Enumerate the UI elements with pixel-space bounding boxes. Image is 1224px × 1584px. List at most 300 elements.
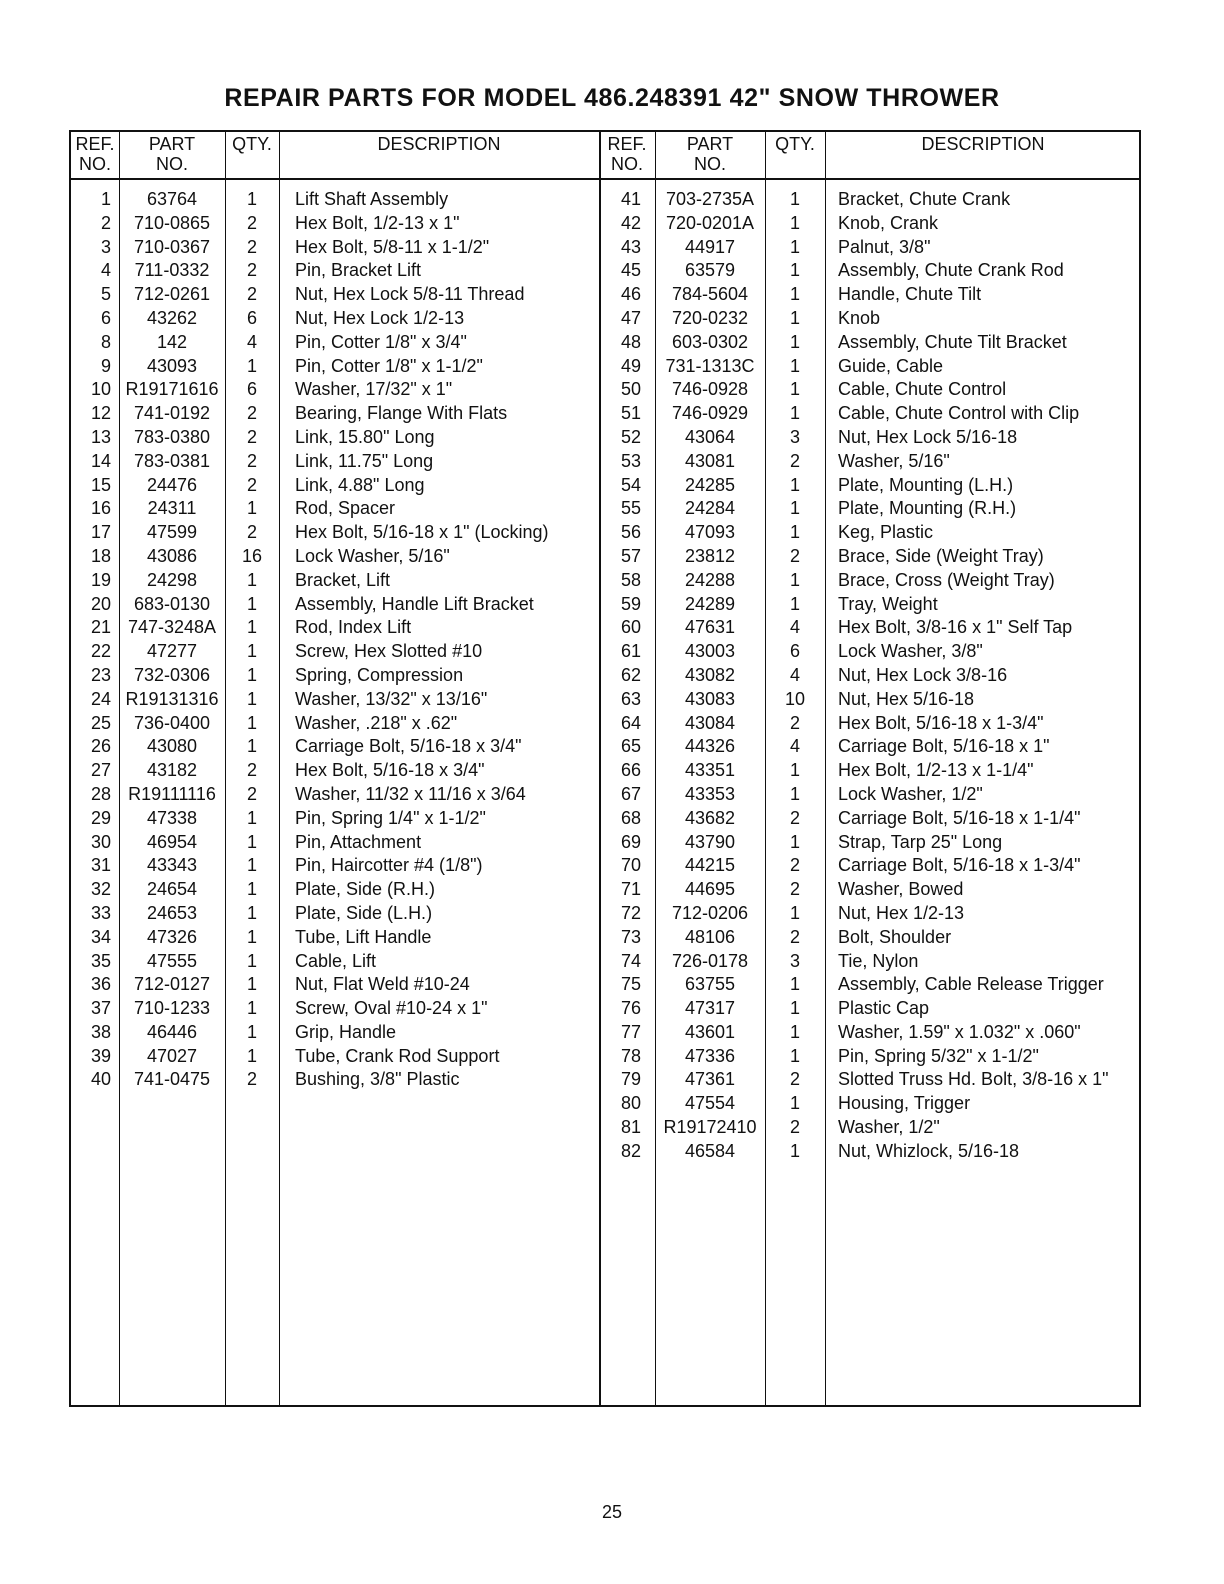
cell-part: 43080 bbox=[146, 736, 198, 757]
cell-ref: 58 bbox=[620, 569, 641, 590]
cell-desc: Grip, Handle bbox=[295, 1021, 397, 1042]
cell-ref: 56 bbox=[620, 522, 641, 543]
cell-part: 44215 bbox=[684, 855, 736, 876]
cell-qty: 1 bbox=[789, 998, 800, 1019]
cell-part: 24311 bbox=[147, 498, 197, 519]
cell-part: 43093 bbox=[146, 355, 198, 376]
cell-qty: 1 bbox=[789, 189, 800, 209]
cell-qty: 1 bbox=[246, 902, 257, 923]
cell-ref: 59 bbox=[620, 593, 641, 614]
cell-qty: 4 bbox=[789, 617, 800, 638]
cell-desc: Pin, Cotter 1/8" x 1-1/2" bbox=[295, 355, 483, 376]
cell-part: 746-0928 bbox=[671, 379, 749, 400]
table-row bbox=[599, 569, 1141, 593]
cell-ref: 19 bbox=[90, 569, 111, 590]
table-row bbox=[599, 973, 1141, 997]
cell-part: 710-0865 bbox=[133, 212, 211, 233]
cell-part: 43064 bbox=[684, 426, 736, 447]
cell-desc: Washer, 1.59" x 1.032" x .060" bbox=[838, 1021, 1081, 1042]
cell-qty: 2 bbox=[789, 879, 800, 900]
cell-qty: 2 bbox=[789, 1069, 800, 1090]
cell-desc: Rod, Index Lift bbox=[295, 617, 412, 638]
cell-desc: Washer, Bowed bbox=[838, 879, 964, 900]
cell-desc: Assembly, Cable Release Trigger bbox=[838, 974, 1104, 995]
table-row bbox=[71, 188, 599, 212]
table-row bbox=[71, 1068, 599, 1092]
header-part-right: PART NO. bbox=[686, 134, 734, 174]
cell-desc: Pin, Attachment bbox=[295, 831, 422, 852]
cell-ref: 15 bbox=[90, 474, 111, 495]
cell-desc: Housing, Trigger bbox=[838, 1093, 971, 1114]
table-row bbox=[599, 950, 1141, 974]
cell-ref: 18 bbox=[90, 545, 111, 566]
cell-ref: 8 bbox=[100, 331, 111, 352]
cell-part: 44695 bbox=[684, 879, 736, 900]
cell-part: 43351 bbox=[684, 760, 736, 781]
table-row bbox=[599, 735, 1141, 759]
cell-part: 43084 bbox=[684, 712, 736, 733]
cell-desc: Bearing, Flange With Flats bbox=[295, 403, 508, 424]
cell-qty: 2 bbox=[246, 236, 257, 257]
cell-ref: 10 bbox=[90, 379, 111, 400]
cell-part: 732-0306 bbox=[133, 664, 211, 685]
cell-part: 703-2735A bbox=[665, 189, 755, 209]
cell-qty: 1 bbox=[789, 236, 800, 257]
cell-part: 43601 bbox=[684, 1021, 736, 1042]
cell-qty: 2 bbox=[789, 926, 800, 947]
cell-desc: Plate, Mounting (R.H.) bbox=[838, 498, 1017, 519]
cell-desc: Pin, Haircotter #4 (1/8") bbox=[295, 855, 483, 876]
cell-desc: Nut, Flat Weld #10-24 bbox=[295, 974, 470, 995]
cell-part: 710-1233 bbox=[133, 998, 211, 1019]
table-row bbox=[599, 831, 1141, 855]
cell-desc: Pin, Bracket Lift bbox=[295, 260, 422, 281]
cell-ref: 68 bbox=[620, 807, 641, 828]
cell-ref: 75 bbox=[620, 974, 641, 995]
cell-part: 747-3248A bbox=[127, 617, 217, 638]
cell-part: 43682 bbox=[684, 807, 736, 828]
table-row bbox=[599, 854, 1141, 878]
cell-desc: Carriage Bolt, 5/16-18 x 1-3/4" bbox=[838, 855, 1081, 876]
table-row bbox=[599, 1092, 1141, 1116]
cell-ref: 32 bbox=[90, 879, 111, 900]
cell-qty: 1 bbox=[789, 974, 800, 995]
cell-part: R19131316 bbox=[125, 688, 219, 709]
cell-desc: Nut, Hex Lock 5/16-18 bbox=[838, 426, 1018, 447]
table-row bbox=[71, 1045, 599, 1069]
cell-desc: Lock Washer, 5/16" bbox=[295, 545, 450, 566]
table-row bbox=[71, 807, 599, 831]
cell-desc: Tray, Weight bbox=[838, 593, 938, 614]
cell-ref: 43 bbox=[620, 236, 641, 257]
cell-desc: Hex Bolt, 5/16-18 x 3/4" bbox=[295, 760, 485, 781]
cell-ref: 4 bbox=[100, 260, 111, 281]
table-row bbox=[599, 593, 1141, 617]
table-row bbox=[599, 783, 1141, 807]
cell-desc: Cable, Lift bbox=[295, 950, 377, 971]
cell-qty: 1 bbox=[246, 1045, 257, 1066]
cell-desc: Washer, .218" x .62" bbox=[295, 712, 458, 733]
cell-qty: 10 bbox=[784, 688, 806, 709]
cell-ref: 71 bbox=[620, 879, 641, 900]
table-row bbox=[71, 283, 599, 307]
cell-ref: 74 bbox=[620, 950, 641, 971]
cell-part: 43343 bbox=[146, 855, 198, 876]
cell-desc: Tie, Nylon bbox=[838, 950, 919, 971]
cell-ref: 16 bbox=[90, 498, 111, 519]
cell-qty: 1 bbox=[789, 760, 800, 781]
cell-ref: 81 bbox=[620, 1117, 641, 1138]
cell-qty: 1 bbox=[789, 783, 800, 804]
cell-ref: 61 bbox=[620, 641, 641, 662]
cell-desc: Pin, Spring 5/32" x 1-1/2" bbox=[838, 1045, 1039, 1066]
table-row bbox=[599, 355, 1141, 379]
cell-ref: 65 bbox=[620, 736, 641, 757]
cell-desc: Nut, Hex Lock 5/8-11 Thread bbox=[295, 284, 525, 305]
cell-part: 43182 bbox=[146, 760, 198, 781]
cell-ref: 53 bbox=[620, 450, 641, 471]
cell-desc: Rod, Spacer bbox=[295, 498, 396, 519]
cell-part: 784-5604 bbox=[671, 284, 749, 305]
cell-qty: 2 bbox=[246, 212, 257, 233]
cell-part: 712-0261 bbox=[133, 284, 211, 305]
table-row bbox=[71, 545, 599, 569]
cell-desc: Keg, Plastic bbox=[838, 522, 934, 543]
cell-part: 63764 bbox=[146, 189, 198, 209]
cell-ref: 34 bbox=[90, 926, 111, 947]
cell-qty: 1 bbox=[246, 950, 257, 971]
cell-ref: 64 bbox=[620, 712, 641, 733]
table-row bbox=[599, 497, 1141, 521]
cell-ref: 6 bbox=[100, 307, 111, 328]
cell-qty: 1 bbox=[789, 212, 800, 233]
cell-qty: 1 bbox=[789, 284, 800, 305]
cell-ref: 17 bbox=[90, 522, 111, 543]
cell-ref: 29 bbox=[90, 807, 111, 828]
cell-part: 43790 bbox=[684, 831, 736, 852]
cell-desc: Spring, Compression bbox=[295, 664, 464, 685]
table-row bbox=[71, 997, 599, 1021]
cell-part: 47361 bbox=[684, 1069, 736, 1090]
cell-desc: Link, 11.75" Long bbox=[295, 450, 434, 471]
table-row bbox=[71, 902, 599, 926]
table-row bbox=[599, 616, 1141, 640]
cell-ref: 41 bbox=[620, 189, 641, 209]
cell-part: 44917 bbox=[684, 236, 736, 257]
cell-part: 47555 bbox=[146, 950, 198, 971]
cell-ref: 40 bbox=[90, 1069, 111, 1090]
cell-desc: Palnut, 3/8" bbox=[838, 236, 931, 257]
header-divider bbox=[71, 178, 1139, 180]
cell-qty: 2 bbox=[246, 474, 257, 495]
cell-desc: Tube, Lift Handle bbox=[295, 926, 432, 947]
cell-qty: 2 bbox=[246, 1069, 257, 1090]
table-row bbox=[71, 926, 599, 950]
cell-qty: 1 bbox=[789, 593, 800, 614]
cell-ref: 80 bbox=[620, 1093, 641, 1114]
table-row bbox=[599, 878, 1141, 902]
cell-ref: 50 bbox=[620, 379, 641, 400]
cell-ref: 46 bbox=[620, 284, 641, 305]
table-row bbox=[71, 973, 599, 997]
cell-ref: 73 bbox=[620, 926, 641, 947]
table-row bbox=[71, 831, 599, 855]
cell-part: 24654 bbox=[146, 879, 198, 900]
cell-qty: 1 bbox=[789, 403, 800, 424]
left-parts-list bbox=[71, 188, 599, 1092]
cell-qty: 1 bbox=[789, 474, 800, 495]
cell-qty: 2 bbox=[246, 284, 257, 305]
cell-ref: 24 bbox=[90, 688, 111, 709]
cell-qty: 1 bbox=[246, 926, 257, 947]
table-row bbox=[71, 759, 599, 783]
cell-part: 142 bbox=[156, 331, 188, 352]
table-row bbox=[71, 783, 599, 807]
cell-ref: 78 bbox=[620, 1045, 641, 1066]
cell-desc: Assembly, Chute Tilt Bracket bbox=[838, 331, 1067, 352]
table-row bbox=[71, 474, 599, 498]
cell-ref: 63 bbox=[620, 688, 641, 709]
cell-desc: Slotted Truss Hd. Bolt, 3/8-16 x 1" bbox=[838, 1069, 1109, 1090]
cell-ref: 67 bbox=[620, 783, 641, 804]
table-row bbox=[599, 1068, 1141, 1092]
cell-part: 47317 bbox=[684, 998, 736, 1019]
cell-ref: 5 bbox=[100, 284, 111, 305]
cell-qty: 1 bbox=[246, 355, 257, 376]
cell-qty: 2 bbox=[789, 1117, 800, 1138]
cell-qty: 2 bbox=[789, 712, 800, 733]
cell-qty: 1 bbox=[246, 736, 257, 757]
cell-part: 783-0381 bbox=[133, 450, 211, 471]
cell-ref: 28 bbox=[90, 783, 111, 804]
cell-part: 44326 bbox=[684, 736, 736, 757]
cell-part: 46446 bbox=[146, 1021, 198, 1042]
cell-desc: Washer, 13/32" x 13/16" bbox=[295, 688, 488, 709]
cell-ref: 33 bbox=[90, 902, 111, 923]
table-row bbox=[599, 236, 1141, 260]
table-row bbox=[71, 1021, 599, 1045]
table-row bbox=[599, 545, 1141, 569]
table-row bbox=[71, 569, 599, 593]
cell-ref: 47 bbox=[620, 307, 641, 328]
cell-qty: 2 bbox=[789, 450, 800, 471]
cell-qty: 1 bbox=[246, 998, 257, 1019]
cell-desc: Nut, Hex 1/2-13 bbox=[838, 902, 965, 923]
cell-ref: 49 bbox=[620, 355, 641, 376]
cell-ref: 38 bbox=[90, 1021, 111, 1042]
table-row bbox=[71, 355, 599, 379]
cell-desc: Assembly, Chute Crank Rod bbox=[838, 260, 1064, 281]
cell-qty: 1 bbox=[246, 617, 257, 638]
cell-part: 46954 bbox=[146, 831, 198, 852]
table-row bbox=[599, 926, 1141, 950]
cell-part: 24285 bbox=[684, 474, 736, 495]
cell-qty: 2 bbox=[246, 783, 257, 804]
cell-part: 24476 bbox=[146, 474, 198, 495]
table-row bbox=[71, 593, 599, 617]
cell-ref: 1 bbox=[100, 189, 111, 209]
cell-ref: 21 bbox=[90, 617, 111, 638]
cell-part: 720-0232 bbox=[671, 307, 749, 328]
table-row bbox=[71, 212, 599, 236]
table-row bbox=[71, 854, 599, 878]
cell-ref: 70 bbox=[620, 855, 641, 876]
table-row bbox=[599, 807, 1141, 831]
right-parts-list bbox=[599, 188, 1141, 1164]
cell-part: 47554 bbox=[684, 1093, 736, 1114]
cell-ref: 51 bbox=[620, 403, 641, 424]
table-row bbox=[599, 259, 1141, 283]
cell-ref: 31 bbox=[90, 855, 111, 876]
cell-part: 24288 bbox=[684, 569, 736, 590]
cell-part: R19171616 bbox=[125, 379, 219, 400]
cell-part: 46584 bbox=[684, 1140, 736, 1161]
cell-desc: Hex Bolt, 1/2-13 x 1" bbox=[295, 212, 460, 233]
cell-ref: 25 bbox=[90, 712, 111, 733]
cell-ref: 14 bbox=[90, 450, 111, 471]
cell-ref: 57 bbox=[620, 545, 641, 566]
table-row bbox=[71, 426, 599, 450]
cell-ref: 2 bbox=[100, 212, 111, 233]
table-row bbox=[71, 616, 599, 640]
cell-desc: Pin, Spring 1/4" x 1-1/2" bbox=[295, 807, 486, 828]
cell-part: 24284 bbox=[684, 498, 736, 519]
cell-qty: 1 bbox=[246, 831, 257, 852]
cell-desc: Knob, Crank bbox=[838, 212, 939, 233]
cell-part: 741-0475 bbox=[133, 1069, 211, 1090]
cell-qty: 1 bbox=[246, 807, 257, 828]
header-qty-right: QTY. bbox=[775, 134, 815, 154]
cell-qty: 1 bbox=[789, 902, 800, 923]
table-row bbox=[71, 307, 599, 331]
cell-qty: 1 bbox=[246, 1021, 257, 1042]
cell-qty: 4 bbox=[246, 331, 257, 352]
cell-desc: Brace, Cross (Weight Tray) bbox=[838, 569, 1055, 590]
page-number: 25 bbox=[601, 1502, 623, 1522]
cell-part: 47336 bbox=[684, 1045, 736, 1066]
cell-desc: Knob bbox=[838, 307, 881, 328]
cell-ref: 30 bbox=[90, 831, 111, 852]
cell-part: 711-0332 bbox=[134, 260, 210, 281]
cell-part: 43262 bbox=[146, 307, 198, 328]
table-row bbox=[71, 640, 599, 664]
cell-qty: 2 bbox=[246, 760, 257, 781]
table-row bbox=[71, 878, 599, 902]
cell-qty: 2 bbox=[246, 403, 257, 424]
table-row bbox=[599, 402, 1141, 426]
table-row bbox=[71, 259, 599, 283]
table-row bbox=[71, 664, 599, 688]
cell-desc: Carriage Bolt, 5/16-18 x 3/4" bbox=[295, 736, 522, 757]
header-desc-left: DESCRIPTION bbox=[377, 134, 501, 154]
cell-ref: 12 bbox=[90, 403, 111, 424]
cell-part: 43003 bbox=[684, 641, 736, 662]
table-row bbox=[71, 378, 599, 402]
table-row bbox=[599, 188, 1141, 212]
cell-part: 24653 bbox=[146, 902, 198, 923]
cell-desc: Cable, Chute Control bbox=[838, 379, 1007, 400]
header-ref-right: REF. NO. bbox=[607, 134, 647, 174]
cell-part: 43353 bbox=[684, 783, 736, 804]
cell-part: 63755 bbox=[684, 974, 736, 995]
cell-qty: 6 bbox=[246, 307, 257, 328]
cell-desc: Bushing, 3/8" Plastic bbox=[295, 1069, 460, 1090]
table-row bbox=[71, 497, 599, 521]
cell-qty: 1 bbox=[246, 498, 257, 519]
cell-desc: Carriage Bolt, 5/16-18 x 1" bbox=[838, 736, 1050, 757]
cell-ref: 22 bbox=[90, 641, 111, 662]
cell-part: 683-0130 bbox=[133, 593, 211, 614]
cell-ref: 39 bbox=[90, 1045, 111, 1066]
cell-desc: Link, 4.88" Long bbox=[295, 474, 425, 495]
table-row bbox=[71, 331, 599, 355]
cell-qty: 3 bbox=[789, 950, 800, 971]
cell-desc: Nut, Whizlock, 5/16-18 bbox=[838, 1140, 1020, 1161]
table-row bbox=[599, 664, 1141, 688]
cell-qty: 1 bbox=[789, 1021, 800, 1042]
cell-ref: 42 bbox=[620, 212, 641, 233]
cell-part: 710-0367 bbox=[133, 236, 211, 257]
cell-desc: Washer, 17/32" x 1" bbox=[295, 379, 453, 400]
cell-qty: 2 bbox=[246, 260, 257, 281]
cell-desc: Screw, Hex Slotted #10 bbox=[295, 641, 483, 662]
cell-qty: 1 bbox=[246, 569, 257, 590]
cell-ref: 45 bbox=[620, 260, 641, 281]
cell-desc: Lock Washer, 3/8" bbox=[838, 641, 983, 662]
cell-qty: 2 bbox=[789, 807, 800, 828]
cell-qty: 4 bbox=[789, 664, 800, 685]
cell-ref: 23 bbox=[90, 664, 111, 685]
table-row bbox=[71, 712, 599, 736]
cell-part: 47338 bbox=[146, 807, 198, 828]
cell-part: 720-0201A bbox=[665, 212, 755, 233]
cell-part: 48106 bbox=[684, 926, 736, 947]
cell-qty: 6 bbox=[789, 641, 800, 662]
table-row bbox=[71, 688, 599, 712]
cell-desc: Brace, Side (Weight Tray) bbox=[838, 545, 1044, 566]
cell-part: 63579 bbox=[684, 260, 736, 281]
cell-ref: 82 bbox=[620, 1140, 641, 1161]
cell-qty: 3 bbox=[789, 426, 800, 447]
cell-desc: Handle, Chute Tilt bbox=[838, 284, 982, 305]
cell-desc: Strap, Tarp 25" Long bbox=[838, 831, 1003, 852]
cell-desc: Hex Bolt, 5/8-11 x 1-1/2" bbox=[295, 236, 490, 257]
cell-desc: Hex Bolt, 3/8-16 x 1" Self Tap bbox=[838, 617, 1073, 638]
cell-qty: 1 bbox=[246, 641, 257, 662]
cell-part: 47631 bbox=[684, 617, 736, 638]
cell-part: 23812 bbox=[684, 545, 736, 566]
cell-qty: 1 bbox=[246, 664, 257, 685]
cell-ref: 36 bbox=[90, 974, 111, 995]
cell-qty: 1 bbox=[246, 189, 257, 209]
table-row bbox=[599, 283, 1141, 307]
table-row bbox=[599, 474, 1141, 498]
cell-desc: Guide, Cable bbox=[838, 355, 944, 376]
cell-part: 736-0400 bbox=[133, 712, 211, 733]
table-row bbox=[599, 759, 1141, 783]
cell-ref: 48 bbox=[620, 331, 641, 352]
cell-part: 24289 bbox=[684, 593, 736, 614]
cell-part: 43081 bbox=[684, 450, 736, 471]
cell-desc: Hex Bolt, 5/16-18 x 1" (Locking) bbox=[295, 522, 549, 543]
table-row bbox=[71, 950, 599, 974]
cell-desc: Nut, Hex Lock 1/2-13 bbox=[295, 307, 465, 328]
table-row bbox=[599, 331, 1141, 355]
cell-part: 47599 bbox=[146, 522, 198, 543]
cell-qty: 2 bbox=[246, 522, 257, 543]
header-desc-right: DESCRIPTION bbox=[921, 134, 1045, 154]
cell-desc: Carriage Bolt, 5/16-18 x 1-1/4" bbox=[838, 807, 1081, 828]
